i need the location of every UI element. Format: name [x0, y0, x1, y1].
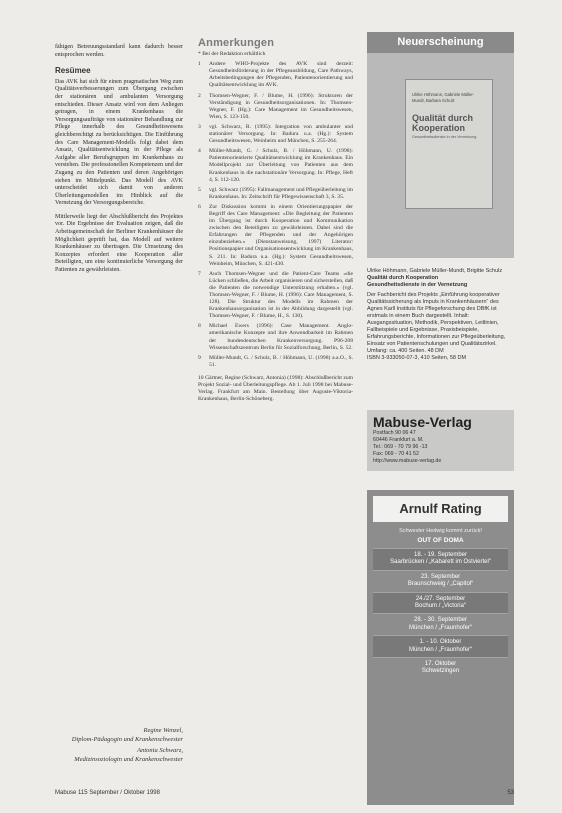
footer-issue: Mabuse 115 September / Oktober 1998	[55, 790, 160, 796]
note-item	[198, 323, 353, 351]
tour-venue: Schwetzingen	[421, 668, 460, 675]
notes-heading: Anmerkungen	[198, 37, 275, 49]
ad-isbn: ISBN 3-933050-07-3, 410 Seiten, 58 DM	[367, 355, 467, 361]
book-cover-title: Qualität durch Kooperation	[412, 113, 474, 133]
tour-date-item	[373, 592, 508, 614]
author-2-name: Antonia Schwarz,	[137, 747, 183, 754]
note-text: Michael Ewers (1996): Case Management. Anglo-amerikanische Konzepte und ihre Anwendbarkeit im Rahmen der bundesdeutschen Krankenversorgung. P96-208 Wissenschaftszentrum Berlin für Sozialforschung, Berlin, S. 52.	[209, 323, 353, 351]
tour-venue: Saarbrücken / „Kabarett im Ostviertel“	[390, 559, 491, 566]
note-item	[198, 355, 353, 369]
author-1-name: Regine Wenzel,	[143, 727, 183, 734]
publisher-fax: Fax: 069 - 70 41 52	[373, 451, 419, 457]
note-number: 1	[198, 61, 201, 68]
note-item	[198, 61, 353, 89]
tour-date-item	[373, 570, 508, 592]
note-text: vgl. Schwarz, R. (1995): Integration von ambulanter und stationärer Versorgung. In: Badura u.a. (Hg.): System Gesundheitswesen, Weinheim und München, S. 255-264.	[209, 123, 353, 145]
tour-venue: München / „Fraunhofer“	[408, 646, 473, 653]
ad-authors: Ulrike Höhmann, Gabriele Müller-Mundt, Brigitte Schulz	[367, 268, 503, 274]
tour-title: Arnulf Rating	[373, 496, 508, 522]
tour-venue: München / „Fraunhofer“	[408, 624, 473, 631]
author-signature-1	[55, 726, 183, 744]
tour-date: 24./27. September	[415, 595, 466, 602]
article-column	[55, 44, 183, 281]
note-text: Thomsen-Wegner, F. / Blume, H. (1996): Strukturen der Verständigung in Gesundheitsorganisationen. In: Thomsen-Wegner, F. (Hg.): Care Management im Gesundheitswesen, Wien, S. 123-150.	[209, 92, 353, 120]
notes-intro: * Bei der Redaktion erhältlich	[198, 51, 266, 58]
note-item	[198, 93, 353, 121]
publisher-box	[367, 410, 514, 471]
author-signature-2	[55, 746, 183, 764]
note-item	[198, 204, 353, 268]
note-item	[198, 187, 353, 201]
section-heading: Resümee	[55, 66, 91, 76]
note-number: 8	[198, 323, 201, 330]
book-cover-authors: Ulrike Höhmann, Gabriele Müller-Mundt, Barbara Schulz	[412, 92, 475, 103]
new-release-banner: Neuerscheinung	[367, 32, 514, 53]
paragraph-2: Mittlerweile liegt der Abschlußbericht des Projektes vor. Die Ergebnisse der Evaluation zeigen, daß die Arbeitsgemeinschaft der Berliner Krankenhäuser die Möglichkeit geprüft hat, das Modell auf weitere Krankenhäuser zu übertragen. Die Umsetzung des Konzeptes erfordert eine Kooperation aller Beteiligten, um eine kontinuierliche Versorgung der Patienten zu gewährleisten.	[55, 213, 183, 274]
note-number: 5	[198, 186, 201, 193]
tour-subtitle: Schwester Hedwig kommt zurück!	[399, 528, 482, 534]
book-cover-subtitle: Gesundheitsdienste in der Vernetzung	[412, 135, 477, 139]
book-cover	[405, 79, 493, 209]
note-number: 3	[198, 123, 201, 130]
notes-column	[198, 37, 354, 403]
publisher-address-1: Postfach 90 06 47	[373, 430, 416, 436]
note-text: Auch Thomsen-Wegner und die Patient-Care Teams »die Lücken schließen, die Arbeit organisieren und sicherstellen, daß die Patienten die notwendige Unterstützung erhalten.« (vgl. Thomsen-Wegner, F. / Blume, H. (1996): Care Management, S. 128). Die Struktur des Modells im Rahmen der Krankenhausorganisation ist in der Abbildung dargestellt (vgl. Thomsen-Wegner, F. / Blume, H., S. 130).	[209, 270, 353, 320]
tour-date: 17. Oktober	[424, 661, 457, 668]
book-description	[367, 268, 514, 362]
lead-text: fähigen Betreuungsstandard kann dadurch besser entsprochen werden.	[55, 44, 183, 58]
note-text: Zur Diskussion kommt in einem Orientierungspapier der Begriff des Care Management: »Die Begleitung der Patienten im Übergang ist durch Kooperation und Kommunikation zwischen den Beteiligten zu gewährleisten. Dabei sind die Erfahrungen der Pflegenden und der Angehörigen einzubeziehen.« (Dienstanweisung, 1997) Literatur: Positionspapier und Organisationsentwicklung im Krankenhaus, S. 211. In: Badura u.a. (Hg.): System Gesundheitswesen, Weinheim, München, S. 421-430.	[209, 203, 353, 267]
note-number: 6	[198, 203, 201, 210]
tour-date: 1. - 10. Oktober	[419, 639, 462, 646]
note-text: Müller-Mundt, G. / Schulz, B. / Höhmann, U. (1998): Patientenorientierte Qualitätsentwicklung im Krankenhaus. Ein Modellprojekt zur Überleitung von Patienten aus dem Krankenhaus in die nachstationäre Versorgung. In: Pflege, Heft 4, S. 112-120.	[209, 148, 353, 183]
note-text: Müller-Mundt, G. / Schulz, B. / Höhmann, U. (1998) a.a.O., S. 51.	[209, 354, 353, 368]
publisher-name: Mabuse-Verlag	[373, 414, 472, 430]
tour-advert	[367, 490, 514, 805]
note-text: vgl. Schwarz (1995): Fallmanagement und Pflegeüberleitung im Krankenhaus. In: Zeitschrift für Pflegewissenschaft 3, S. 35.	[209, 186, 354, 200]
tour-date: 28. - 30. September	[413, 617, 468, 624]
tour-date-item	[373, 548, 508, 570]
book-advert	[367, 32, 514, 361]
note-number: 4	[198, 148, 201, 155]
author-1-role: Diplom-Pädagogin und Krankenschwester	[71, 736, 183, 743]
note-item	[198, 124, 353, 145]
tour-date-item	[373, 613, 508, 635]
ad-body: Der Fachbericht des Projekts „Einführung kooperativer Qualitätssicherung als Impuls in Krankenhäusern“ des Agnes Karll Instituts für Pflegeforschung des DBfK ist erstmals in einem Buch dargestellt. Inhalt: Ausgangssituation, Methodik, Perspektiven, Leitlinien, Fallbeispiele und Ergebnisse, Praxisbeispiele, Erfahrungsberichte, Informationen zur Pflegeüberleitung, Einsatz von Patientenschulungen und Qualitätszirkel. Umfang: ca. 400 Seiten. 48 DM	[367, 292, 506, 354]
tour-date-item	[373, 657, 508, 679]
publisher-address-2: 60446 Frankfurt a. M.	[373, 437, 424, 443]
tour-show-name: OUT OF DOMA	[417, 537, 464, 544]
paragraph-1: Das AVK hat sich für einen pragmatischen Weg zum Qualitätsverbesserungen zum Übergang zwischen der stationären und ambulanten Versorgung entschieden. Dieser Ansatz wird von dem Anliegen getragen, in einem Krankenhaus die Versorgungsaufträge von stationärer Behandlung zur Pflege innerhalb des Gesundheitswesens gleichberechtigt zu berücksichtigen. Die Einführung des Care Management-Modells folgt dabei dem Ansatz, Qualitätsentwicklung in der Pflege als Aufgabe aller Berufsgruppen im Krankenhaus zu verstehen. Die professionellen Kompetenzen und der Zugang zu den Patienten und deren Angehörigen stehen im Mittelpunkt. Das Modell des AVK unterscheidet sich damit von anderen Überleitungsmodellen im Hinblick auf die Vernetzung der Versorgungsbereiche.	[55, 78, 183, 207]
note-text: Andere WHO-Projekte des AVK sind derzeit: Gesundheitsförderung in der Pflegeausbildung, Care Pathways, Arbeitsbedingungen der Pflegenden, Patientenorientierung und Qualitätsentwicklung im AVK.	[209, 61, 353, 89]
note-number: 2	[198, 92, 201, 99]
tour-date-item	[373, 635, 508, 657]
note-10: 10 Gärtner, Regine (Schwarz, Antonia) (1998): Abschlußbericht zum Projekt Sozial- und Überleitungspflege. Ab 1. Juli 1998 bei Mabuse-Verlag. Frankfurt am Main. Bestellung über Auguste-Viktoria-Krankenhaus, Berlin-Schöneberg.	[198, 374, 353, 403]
ad-title: Qualität durch Kooperation	[367, 275, 439, 281]
ad-subtitle: Gesundheitsdienste in der Vernetzung	[367, 282, 468, 288]
tour-venue: Bochum / „Victoria“	[415, 603, 466, 610]
tour-date: 18. - 19. September	[413, 552, 468, 558]
page-number: 53	[507, 790, 514, 796]
note-item	[198, 148, 353, 183]
tour-venue: Braunschweig / „Capitol“	[407, 581, 474, 588]
note-number: 9	[198, 354, 201, 361]
notes-list	[198, 61, 353, 369]
tour-dates-list	[373, 548, 508, 679]
note-number: 7	[198, 270, 201, 277]
book-cover-panel	[367, 53, 514, 258]
publisher-web: http://www.mabuse-verlag.de	[373, 458, 442, 464]
author-2-role: Medizinsoziologin und Krankenschwester	[74, 756, 183, 763]
note-item	[198, 271, 353, 321]
tour-date: 23. September	[420, 573, 461, 580]
publisher-phone: Tel.: 069 - 70 79 96 -13	[373, 444, 428, 450]
